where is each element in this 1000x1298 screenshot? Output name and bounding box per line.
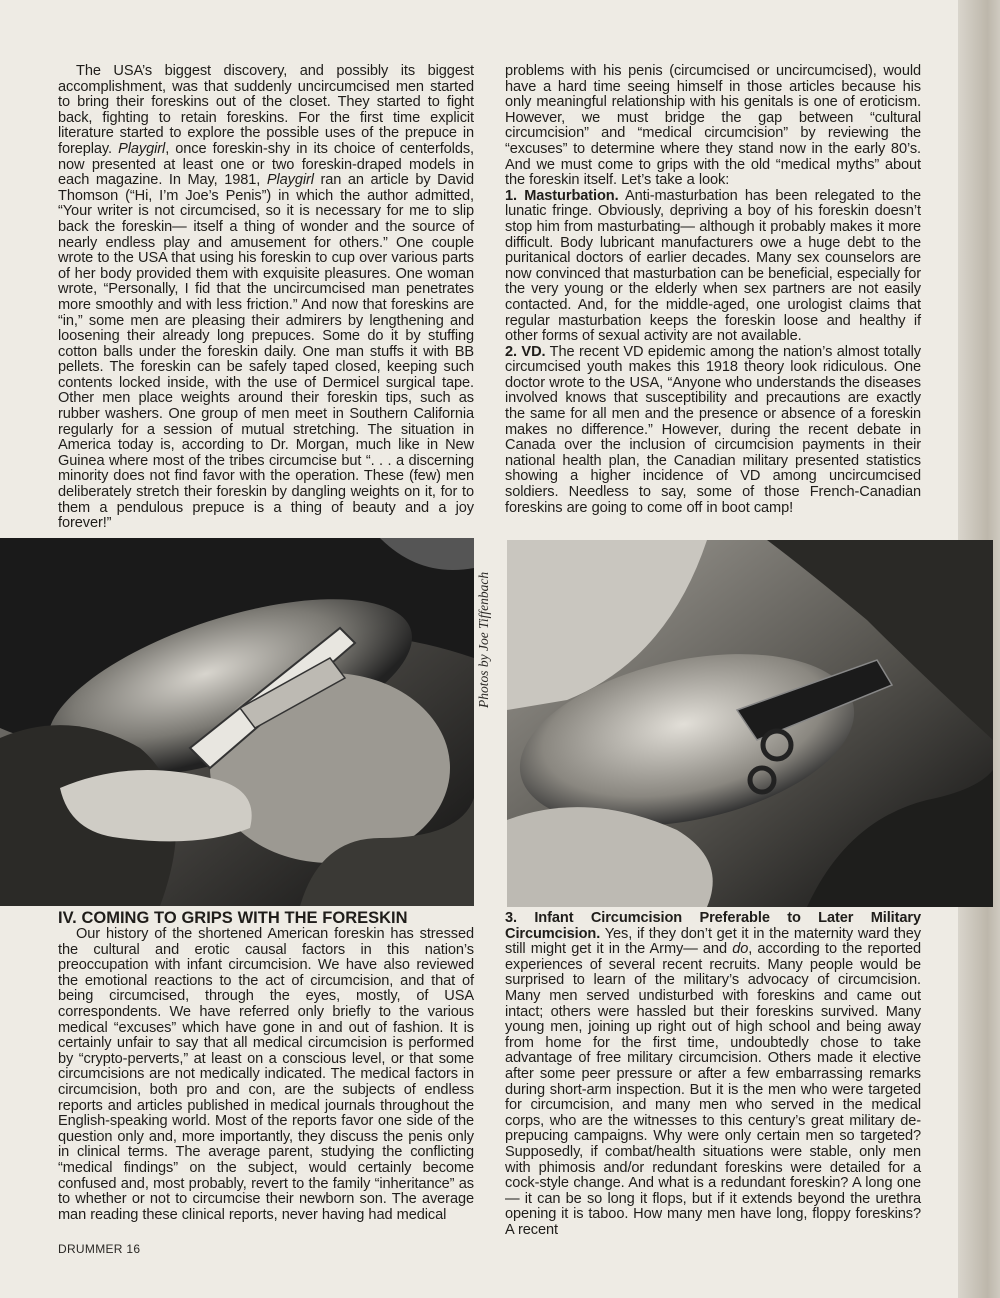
paragraph: problems with his penis (circumcised or uncircumcised), would have a hard time seeing himself in those articles because his only meaningful relationship with his genitals is one of eroticism. However, we must bridge the gap between “cultural circumcision” and “medical circumcision” by reviewing the “excuses” to determine where they stand now in the early 80’s. And we must come to grips with the old “medical myths” about the foreskin itself. Let’s take a look: (505, 63, 921, 189)
page-folio: DRUMMER 16 (58, 1242, 141, 1256)
list-item-masturbation: 1. Masturbation. Anti-masturbation has been relegated to the lunatic fringe. Obviously, depriving a boy of his foreskin doesn’t stop him from masturbating— although it probably makes it more difficult. Body lubricant manufacturers owe a huge debt to the puritanical doctors of earlier decades. Many sex counselors are now convinced that masturbation can be beneficial, especially for the very young or the elderly when sex partners are not easily contacted. And, for the middle-aged, one urologist claims that regular masturbation keeps the foreskin loose and healthy if other forms of sexual activity are not available. (505, 187, 921, 345)
section-heading: IV. COMING TO GRIPS WITH THE FORESKIN (58, 909, 408, 927)
list-item-military-circumcision: 3. Infant Circumcision Preferable to Later Military Circumcision. Yes, if they don’t get it in the maternity ward they still might get it in the Army— and do, according to the reported experiences of several recent recruits. Many people would be surprised to learn of the military’s advocacy of circumcision. Many men served undisturbed with foreskins and came out intact; others were hassled but their foreskins survived. Many young men, joining up right out of high school and being away from home for the first time, undoubtedly chose to take advantage of free military circumcision. Others made it elective after some peer pressure or after a few embarrassing remarks during short-arm inspection. But it is the men who were targeted for circumcision, and many men who served in the medical corps, who are the witnesses to this century’s great military de-prepucing campaigns. Why were only certain men so targeted? Supposedly, if combat/health situations were stable, only men with phimosis and/or redundant foreskins were detailed for a cock-style change. And what is a redundant foreskin? A long one— it can be so long it flops, but if it extends beyond the urethra opening it is taboo. How many men have long, floppy foreskins? A recent (505, 910, 922, 1238)
paragraph: The USA’s biggest discovery, and possibly its biggest accomplishment, was that suddenly uncircumcised men started to bring their foreskins out of the closet. They started to fight back, fighting to retain foreskins. For the first time explicit literature started to explore the possible uses of the prepuce in foreplay. Playgirl, once foreskin-shy in its choice of centerfolds, now presented at least one or two foreskin-draped models in each magazine. In May, 1981, Playgirl ran an article by David Thomson (“Hi, I’m Joe’s Penis”) in which the author admitted, “Your writer is not circumcised, so it is necessary for me to slip back the foreskin— itself a thing of wonder and the source of nearly endless play and amusement for others.” One couple wrote to the USA that using his foreskin to cup over various parts of her body provided them with exquisite pleasures. One woman wrote, “Personally, I fid that the uncircumcised man penetrates more smoothly and with less friction.” And now that foreskins are “in,” some men are pleasing their admirers by lengthening and loosening their already long prepuces. Some do it by stuffing cotton balls under the foreskin daily. One man stuffs it with BB pellets. The foreskin can be safely taped closed, keeping such contents locked inside, with the use of Dermicel surgical tape. Other men place weights around their foreskin tips, such as rubber washers. One group of men meet in Southern California regularly for a session of mutual stretching. The situation in America today is, according to Dr. Morgan, much like in New Guinea where most of the tribes circumcise but “. . . a discerning minority does not find favor with the operation. These (few) men deliberately stretch their foreskin by dangling weights on it, for to them a pendulous prepuce is a thing of beauty and a joy forever!” (58, 63, 474, 532)
paragraph: Our history of the shortened American foreskin has stressed the cultural and erotic causal factors in this nation’s preoccupation with infant circumcision. We have also reviewed the emotional reactions to the act of circumcision, and that of being circumcised, through the eyes, mostly, of USA correspondents. We have referred only briefly to the various medical “excuses” which have gone in and out of fashion. It is certainly unfair to say that all medical circumcision is performed by “crypto-perverts,” at least on a conscious level, or that some circumcisions are not medically indicated. The medical factors in circumcision, both pro and con, are the subjects of endless reports and articles published in medical journals throughout the English-speaking world. Most of the reports favor one side of the question only and, more importantly, they discuss the penis only in clinical terms. The average parent, studying the conflicting “medical findings” on the subject, would certainly become confused and, most probably, revert to the family “inheritance” as to whether or not to circumcise their newborn son. The average man reading these clinical reports, never having had medical (58, 926, 474, 1223)
text-column-top-left (58, 64, 474, 532)
photo-credit: Photos by Joe Tiffenbach (476, 571, 491, 708)
photo-right (507, 540, 993, 907)
photo-left (0, 538, 474, 906)
text-column-bottom-left (58, 909, 474, 1223)
photo-right-image (507, 540, 993, 907)
text-column-top-right (505, 64, 921, 516)
list-item-vd: 2. VD. The recent VD epidemic among the nation’s almost totally circumcised youth makes this 1918 theory look ridiculous. One doctor wrote to the USA, “Anyone who understands the diseases involved knows that susceptibility and precautions are exactly the same for all men and the presence or absence of a foreskin makes no difference.” However, during the recent debate in Canada over the inclusion of circumcision payments in their national health plan, the Canadian military presented statistics showing a higher incidence of VD among uncircumcised soldiers. Needless to say, some of those French-Canadian foreskins are going to come off in boot camp! (505, 343, 921, 516)
photo-left-image (0, 538, 474, 906)
text-column-bottom-right (505, 911, 921, 1238)
